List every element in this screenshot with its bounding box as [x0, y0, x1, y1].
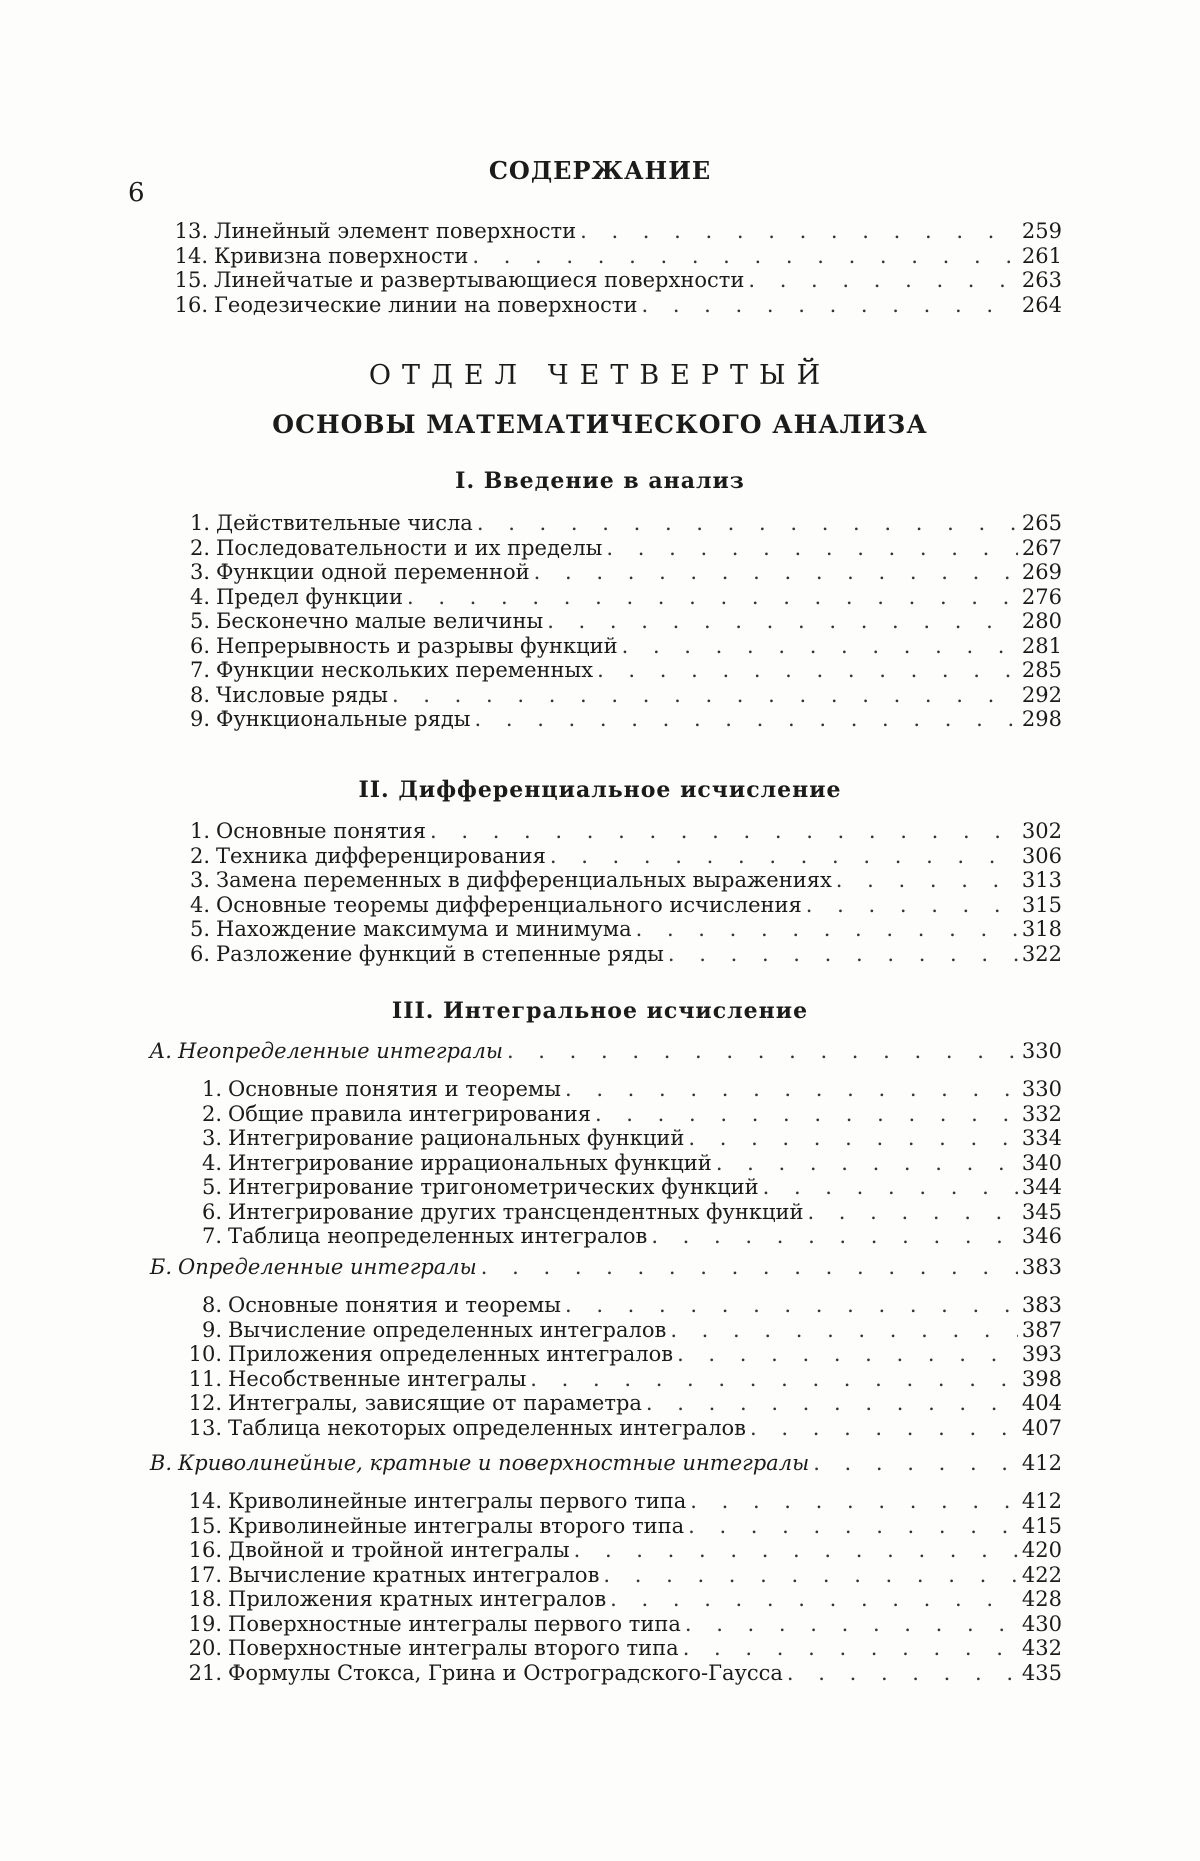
toc-entry[interactable] — [170, 1635, 1062, 1661]
dot-leader — [787, 1660, 1018, 1686]
entry-page: 340 — [1021, 1150, 1062, 1175]
toc-entry[interactable] — [170, 1366, 1062, 1392]
running-head: СОДЕРЖАНИЕ — [488, 156, 712, 185]
entry-page: 330 — [1021, 1077, 1062, 1101]
dot-leader — [763, 1174, 1018, 1200]
entry-title: Интегрирование иррациональных функций — [228, 1150, 712, 1175]
entry-title: Двойной и тройной интегралы — [228, 1538, 570, 1562]
toc-entry[interactable] — [170, 1488, 1062, 1514]
dot-leader — [750, 1415, 1018, 1441]
entry-page: 306 — [1021, 843, 1062, 868]
entry-title: Криволинейные интегралы второго типа — [228, 1513, 685, 1538]
toc-entry[interactable] — [170, 867, 1062, 893]
entry-page: 398 — [1021, 1366, 1062, 1391]
entry-page: 267 — [1021, 535, 1062, 560]
toc-entry[interactable] — [170, 1150, 1062, 1176]
entry-page: 315 — [1021, 892, 1062, 917]
entry-page: 280 — [1021, 609, 1062, 633]
entry-page: 430 — [1021, 1611, 1062, 1636]
entry-number: 5. — [189, 917, 210, 941]
dot-leader — [534, 559, 1018, 585]
dot-leader — [565, 1292, 1018, 1318]
toc-entry[interactable] — [170, 1341, 1062, 1367]
entry-number: 3. — [189, 868, 210, 892]
dot-leader — [622, 633, 1018, 659]
dot-leader — [813, 1450, 1018, 1476]
entry-title: Числовые ряды — [216, 682, 388, 707]
entry-title: Криволинейные, кратные и поверхностные интегралы — [178, 1451, 810, 1475]
entry-title: Интегрирование тригонометрических функций — [228, 1175, 759, 1199]
dot-leader — [530, 1366, 1018, 1392]
toc-entry[interactable] — [170, 1660, 1062, 1686]
entry-number: 11. — [188, 1366, 222, 1391]
entry-title: Геодезические линии на поверхности — [214, 292, 638, 317]
dot-leader — [683, 1635, 1018, 1661]
entry-page: 422 — [1021, 1562, 1062, 1587]
entry-page: 344 — [1021, 1175, 1062, 1199]
entry-title: Вычисление определенных интегралов — [228, 1317, 667, 1342]
entry-page: 383 — [1021, 1293, 1062, 1317]
dot-leader — [550, 843, 1018, 869]
entry-title: Техника дифференцирования — [216, 843, 546, 868]
dot-leader — [641, 292, 1017, 318]
toc-entry[interactable] — [170, 608, 1062, 634]
entry-title: Кривизна поверхности — [214, 243, 469, 268]
dot-leader — [690, 1488, 1018, 1514]
dot-leader — [507, 1038, 1018, 1064]
entry-number: 4. — [201, 1150, 222, 1175]
entry-title: Основные понятия и теоремы — [228, 1293, 561, 1317]
toc-entry[interactable] — [170, 633, 1062, 659]
toc-entry[interactable] — [170, 1390, 1062, 1416]
part-subtitle: ОСНОВЫ МАТЕМАТИЧЕСКОГО АНАЛИЗА — [272, 410, 928, 439]
dot-leader — [646, 1390, 1018, 1416]
entry-page: 330 — [1021, 1039, 1062, 1063]
entry-number: 16. — [188, 1538, 222, 1562]
dot-leader — [472, 243, 1018, 269]
entry-number: 19. — [188, 1611, 222, 1636]
entry-page: 428 — [1021, 1587, 1062, 1611]
toc-entry[interactable] — [170, 1611, 1062, 1637]
toc-section-row[interactable] — [138, 1254, 1062, 1280]
dot-leader — [430, 818, 1018, 844]
entry-title: Разложение функций в степенные ряды — [216, 941, 664, 966]
entry-title: Действительные числа — [216, 511, 473, 535]
entry-page: 276 — [1021, 584, 1062, 609]
toc-entry[interactable] — [170, 916, 1062, 942]
toc-entry[interactable] — [170, 892, 1062, 918]
entry-title: Функции нескольких переменных — [216, 658, 594, 682]
toc-entry[interactable] — [170, 510, 1062, 536]
entry-number: 6. — [201, 1199, 222, 1224]
entry-page: 345 — [1021, 1199, 1062, 1224]
entry-page: 404 — [1021, 1391, 1062, 1415]
toc-entry[interactable] — [170, 1199, 1062, 1225]
entry-title: Линейный элемент поверхности — [214, 219, 577, 243]
entry-page: 269 — [1021, 560, 1062, 584]
entry-page: 263 — [1021, 268, 1062, 292]
toc-entry[interactable] — [160, 218, 1062, 244]
entry-number: 15. — [174, 268, 208, 292]
dot-leader — [670, 1317, 1018, 1343]
entry-page: 261 — [1021, 243, 1062, 268]
entry-title: Нахождение максимума и минимума — [216, 917, 632, 941]
entry-number: 13. — [174, 219, 208, 243]
entry-page: 332 — [1021, 1101, 1062, 1126]
entry-number: 2. — [189, 843, 210, 868]
toc-entry[interactable] — [170, 682, 1062, 708]
entry-page: 318 — [1021, 917, 1062, 941]
entry-number: 9. — [201, 1317, 222, 1342]
dot-leader — [481, 1254, 1018, 1280]
toc-entry[interactable] — [170, 1415, 1062, 1441]
toc-entry[interactable] — [170, 584, 1062, 610]
toc-entry[interactable] — [170, 843, 1062, 869]
entry-number: В. — [149, 1451, 172, 1475]
dot-leader — [688, 1513, 1018, 1539]
entry-page: 264 — [1021, 292, 1062, 317]
entry-number: 20. — [188, 1636, 222, 1660]
toc-entry[interactable] — [170, 1101, 1062, 1127]
toc-entry[interactable] — [170, 1537, 1062, 1563]
entry-number: 12. — [188, 1391, 222, 1415]
entry-number: 3. — [189, 560, 210, 584]
entry-number: 2. — [201, 1101, 222, 1126]
entry-page: 432 — [1021, 1636, 1062, 1660]
dot-leader — [685, 1611, 1018, 1637]
entry-number: А. — [149, 1039, 172, 1063]
entry-page: 415 — [1021, 1513, 1062, 1538]
entry-page: 412 — [1021, 1489, 1062, 1513]
toc-entry[interactable] — [170, 706, 1062, 732]
entry-number: 10. — [188, 1342, 222, 1366]
dot-leader — [392, 682, 1018, 708]
entry-number: 8. — [189, 682, 210, 707]
entry-title: Предел функции — [216, 584, 403, 609]
dot-leader — [636, 916, 1018, 942]
entry-title: Интегрирование рациональных функций — [228, 1126, 685, 1150]
entry-title: Основные понятия и теоремы — [228, 1077, 561, 1101]
entry-page: 313 — [1021, 868, 1062, 892]
entry-number: 7. — [201, 1224, 222, 1248]
entry-title: Определенные интегралы — [178, 1255, 477, 1279]
entry-number: 9. — [189, 707, 210, 731]
entry-title: Таблица некоторых определенных интегралов — [228, 1415, 747, 1440]
toc-entry[interactable] — [170, 1562, 1062, 1588]
dot-leader — [565, 1076, 1018, 1102]
entry-title: Функциональные ряды — [216, 707, 471, 731]
entry-page: 420 — [1021, 1538, 1062, 1562]
entry-title: Формулы Стокса, Грина и Остроградского-Гаусса — [228, 1660, 783, 1685]
entry-title: Вычисление кратных интегралов — [228, 1562, 600, 1587]
toc-section-row[interactable] — [138, 1450, 1062, 1476]
entry-number: 4. — [189, 892, 210, 917]
entry-number: 7. — [189, 658, 210, 682]
dot-leader — [688, 1125, 1018, 1151]
entry-page: 302 — [1021, 819, 1062, 843]
entry-number: Б. — [149, 1255, 172, 1279]
dot-leader — [807, 1199, 1017, 1225]
toc-entry[interactable] — [170, 1292, 1062, 1318]
entry-title: Общие правила интегрирования — [228, 1101, 591, 1126]
entry-title: Основные понятия — [216, 819, 426, 843]
entry-number: 5. — [201, 1175, 222, 1199]
dot-leader — [836, 867, 1018, 893]
toc-entry[interactable] — [170, 1223, 1062, 1249]
entry-number: 15. — [188, 1513, 222, 1538]
part-title: ОТДЕЛ ЧЕТВЕРТЫЙ — [368, 360, 832, 391]
entry-title: Замена переменных в дифференциальных выражениях — [216, 868, 832, 892]
entry-number: 16. — [174, 292, 208, 317]
entry-title: Непрерывность и разрывы функций — [216, 633, 618, 658]
toc-entry[interactable] — [170, 1317, 1062, 1343]
entry-title: Интегралы, зависящие от параметра — [228, 1391, 642, 1415]
entry-number: 6. — [189, 633, 210, 658]
entry-title: Бесконечно малые величины — [216, 609, 544, 633]
entry-number: 21. — [188, 1660, 222, 1685]
toc-section-row[interactable] — [138, 1038, 1062, 1064]
toc-entry[interactable] — [170, 535, 1062, 561]
chapter-heading: I. Введение в анализ — [455, 468, 745, 494]
dot-leader — [610, 1586, 1018, 1612]
dot-leader — [547, 608, 1018, 634]
entry-page: 412 — [1021, 1451, 1062, 1475]
entry-page: 322 — [1021, 941, 1062, 966]
entry-title: Последовательности и их пределы — [216, 535, 603, 560]
entry-title: Поверхностные интегралы второго типа — [228, 1636, 679, 1660]
entry-number: 18. — [188, 1587, 222, 1611]
dot-leader — [407, 584, 1018, 610]
entry-number: 8. — [201, 1293, 222, 1317]
entry-number: 1. — [201, 1077, 222, 1101]
chapter-heading: II. Дифференциальное исчисление — [358, 777, 842, 803]
entry-title: Несобственные интегралы — [228, 1366, 527, 1391]
entry-page: 383 — [1021, 1255, 1062, 1279]
entry-title: Таблица неопределенных интегралов — [228, 1224, 648, 1248]
entry-page: 285 — [1021, 658, 1062, 682]
page-number: 6 — [128, 178, 145, 208]
entry-title: Интегрирование других трансцендентных функций — [228, 1199, 804, 1224]
entry-number: 3. — [201, 1126, 222, 1150]
dot-leader — [806, 892, 1018, 918]
toc-entry[interactable] — [160, 267, 1062, 293]
dot-leader — [677, 1341, 1018, 1367]
dot-leader — [651, 1223, 1018, 1249]
toc-entry[interactable] — [170, 941, 1062, 967]
dot-leader — [748, 267, 1018, 293]
entry-title: Приложения кратных интегралов — [228, 1587, 607, 1611]
entry-number: 14. — [174, 243, 208, 268]
entry-number: 17. — [188, 1562, 222, 1587]
dot-leader — [475, 706, 1018, 732]
toc-entry[interactable] — [170, 1513, 1062, 1539]
entry-page: 298 — [1021, 707, 1062, 731]
entry-number: 2. — [189, 535, 210, 560]
entry-page: 265 — [1021, 511, 1062, 535]
entry-page: 407 — [1021, 1415, 1062, 1440]
toc-entry[interactable] — [170, 818, 1062, 844]
dot-leader — [606, 535, 1018, 561]
dot-leader — [603, 1562, 1018, 1588]
entry-page: 346 — [1021, 1224, 1062, 1248]
dot-leader — [595, 1101, 1018, 1127]
toc-entry[interactable] — [160, 243, 1062, 269]
toc-entry[interactable] — [170, 1174, 1062, 1200]
toc-entry[interactable] — [170, 657, 1062, 683]
entry-page: 292 — [1021, 682, 1062, 707]
entry-title: Неопределенные интегралы — [178, 1039, 503, 1063]
entry-number: 6. — [189, 941, 210, 966]
entry-number: 14. — [188, 1489, 222, 1513]
chapter-heading: III. Интегральное исчисление — [391, 998, 809, 1024]
entry-number: 13. — [188, 1415, 222, 1440]
toc-entry[interactable] — [170, 559, 1062, 585]
entry-number: 5. — [189, 609, 210, 633]
entry-title: Основные теоремы дифференциального исчисления — [216, 892, 802, 917]
toc-entry[interactable] — [170, 1586, 1062, 1612]
entry-title: Функции одной переменной — [216, 560, 530, 584]
toc-entry[interactable] — [170, 1125, 1062, 1151]
entry-page: 259 — [1021, 219, 1062, 243]
dot-leader — [477, 510, 1018, 536]
entry-title: Приложения определенных интегралов — [228, 1342, 674, 1366]
dot-leader — [716, 1150, 1018, 1176]
dot-leader — [668, 941, 1018, 967]
entry-number: 4. — [189, 584, 210, 609]
entry-page: 334 — [1021, 1126, 1062, 1150]
toc-entry[interactable] — [170, 1076, 1062, 1102]
entry-title: Линейчатые и развертывающиеся поверхности — [214, 268, 745, 292]
entry-page: 435 — [1021, 1660, 1062, 1685]
entry-page: 281 — [1021, 633, 1062, 658]
dot-leader — [597, 657, 1018, 683]
entry-title: Криволинейные интегралы первого типа — [228, 1489, 687, 1513]
entry-number: 1. — [189, 511, 210, 535]
dot-leader — [574, 1537, 1018, 1563]
entry-title: Поверхностные интегралы первого типа — [228, 1611, 681, 1636]
toc-entry[interactable] — [160, 292, 1062, 318]
entry-number: 1. — [189, 819, 210, 843]
dot-leader — [580, 218, 1018, 244]
entry-page: 387 — [1021, 1317, 1062, 1342]
entry-page: 393 — [1021, 1342, 1062, 1366]
